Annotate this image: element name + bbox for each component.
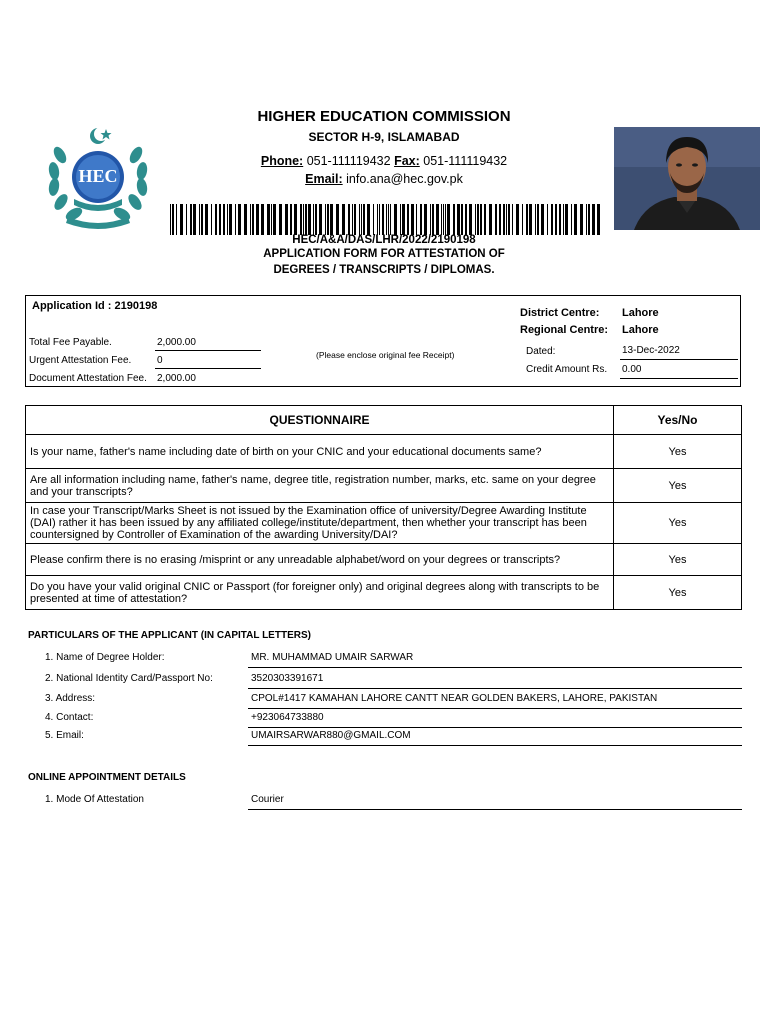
urgent-fee-label: Urgent Attestation Fee. <box>29 355 132 366</box>
barcode-bar <box>416 204 417 235</box>
divider <box>248 745 742 746</box>
applicant-photo <box>614 127 760 230</box>
barcode-bar <box>382 204 384 235</box>
barcode-bar <box>294 204 297 235</box>
table-row <box>26 544 742 576</box>
barcode-bar <box>597 204 600 235</box>
barcode-bar <box>379 204 380 235</box>
barcode-bar <box>402 204 405 235</box>
divider <box>248 708 742 709</box>
field-label: 1. Mode Of Attestation <box>45 794 144 805</box>
barcode-bar <box>499 204 501 235</box>
barcode-bar <box>348 204 350 235</box>
answer-value: Yes <box>614 503 742 544</box>
barcode-bar <box>441 204 442 235</box>
answer-value: Yes <box>614 544 742 576</box>
barcode-bar <box>535 204 536 235</box>
barcode-bar <box>215 204 217 235</box>
barcode-bar <box>244 204 247 235</box>
fax-value: 051-111119432 <box>423 154 508 168</box>
question-text: Please confirm there is no erasing /misprint or any unreadable alphabet/word on your degrees or transcripts? <box>26 544 614 576</box>
phone-label: Phone: <box>260 154 304 168</box>
barcode-bar <box>443 204 444 235</box>
barcode-bar <box>172 204 174 235</box>
barcode-bar <box>480 204 482 235</box>
divider <box>248 688 742 689</box>
barcode-bar <box>354 204 356 235</box>
barcode-bar <box>592 204 595 235</box>
fax-label: Fax: <box>394 154 420 168</box>
barcode-bar <box>537 204 539 235</box>
barcode-bar <box>325 204 326 235</box>
barcode-bar <box>359 204 360 235</box>
barcode-bar <box>235 204 236 235</box>
barcode-bar <box>315 204 317 235</box>
barcode-bar <box>506 204 507 235</box>
page-subtitle: SECTOR H-9, ISLAMABAD <box>308 130 460 144</box>
barcode-bar <box>563 204 564 235</box>
barcode-bar <box>407 204 409 235</box>
dated-label: Dated: <box>526 346 556 357</box>
barcode-bar <box>457 204 460 235</box>
document-fee-label: Document Attestation Fee. <box>29 373 147 384</box>
barcode-bar <box>201 204 203 235</box>
field-label: 3. Address: <box>45 693 96 704</box>
page-title: HIGHER EDUCATION COMMISSION <box>257 108 511 125</box>
divider <box>248 727 742 728</box>
dated-value: 13-Dec-2022 <box>620 345 738 360</box>
barcode-bar <box>285 204 288 235</box>
phone-value: 051-111119432 <box>306 154 391 168</box>
barcode-bar <box>256 204 259 235</box>
district-centre-label: District Centre: <box>520 307 600 319</box>
barcode-bar <box>547 204 548 235</box>
question-text: Do you have your valid original CNIC or Passport (for foreigner only) and original degrees along with transcripts to be presented at time of attestation? <box>26 576 614 610</box>
barcode-bar <box>495 204 497 235</box>
barcode-bar <box>580 204 583 235</box>
barcode <box>170 204 602 235</box>
field-value: +923064733880 <box>251 712 324 723</box>
field-label: 1. Name of Degree Holder: <box>45 652 165 663</box>
particulars-title: PARTICULARS OF THE APPLICANT (IN CAPITAL LETTERS) <box>28 630 311 641</box>
barcode-bar <box>193 204 196 235</box>
credit-amount-label: Credit Amount Rs. <box>526 364 608 375</box>
document-fee-value: 2,000.00 <box>157 373 196 384</box>
barcode-bar <box>508 204 510 235</box>
barcode-bar <box>388 204 389 235</box>
barcode-bar <box>503 204 505 235</box>
barcode-bar <box>586 204 587 235</box>
barcode-bar <box>390 204 391 235</box>
reference-number: HEC/A&A/DAS/LHR/2022/2190198 <box>292 234 476 246</box>
barcode-bar <box>186 204 187 235</box>
barcode-bar <box>555 204 557 235</box>
barcode-bar <box>199 204 200 235</box>
question-text: Are all information including name, father's name, degree title, registration number, marks, etc. same on your degree and your transcripts? <box>26 469 614 503</box>
credit-amount-value: 0.00 <box>620 364 738 379</box>
barcode-bar <box>512 204 513 235</box>
barcode-bar <box>400 204 401 235</box>
field-value: UMAIRSARWAR880@GMAIL.COM <box>251 730 411 741</box>
barcode-bar <box>551 204 553 235</box>
answer-value: Yes <box>614 435 742 469</box>
table-row <box>26 503 742 544</box>
total-fee-label: Total Fee Payable. <box>29 337 112 348</box>
barcode-bar <box>271 204 272 235</box>
answer-value: Yes <box>614 576 742 610</box>
barcode-bar <box>363 204 365 235</box>
barcode-bar <box>313 204 314 235</box>
barcode-bar <box>529 204 532 235</box>
hec-logo <box>46 125 150 233</box>
barcode-bar <box>261 204 264 235</box>
email-line <box>200 172 568 186</box>
barcode-bar <box>319 204 322 235</box>
barcode-bar <box>574 204 577 235</box>
barcode-bar <box>436 204 439 235</box>
barcode-bar <box>205 204 208 235</box>
barcode-bar <box>373 204 374 235</box>
barcode-bar <box>330 204 333 235</box>
barcode-bar <box>327 204 329 235</box>
barcode-bar <box>522 204 523 235</box>
field-value: CPOL#1417 KAMAHAN LAHORE CANTT NEAR GOLDEN BAKERS, LAHORE, PAKISTAN <box>251 693 658 704</box>
regional-centre-value: Lahore <box>622 324 659 336</box>
barcode-bar <box>180 204 183 235</box>
barcode-bar <box>279 204 282 235</box>
district-centre-value: Lahore <box>622 307 659 319</box>
urgent-fee-value: 0 <box>155 355 261 369</box>
barcode-bar <box>223 204 225 235</box>
field-value: MR. MUHAMMAD UMAIR SARWAR <box>251 652 414 663</box>
barcode-bar <box>432 204 434 235</box>
barcode-bar <box>541 204 544 235</box>
barcode-bar <box>469 204 472 235</box>
divider <box>248 667 742 668</box>
question-text: Is your name, father's name including date of birth on your CNIC and your educational documents same? <box>26 435 614 469</box>
receipt-note: (Please enclose original fee Receipt) <box>316 350 455 360</box>
barcode-bar <box>394 204 397 235</box>
barcode-bar <box>308 204 311 235</box>
divider <box>248 809 742 810</box>
barcode-bar <box>267 204 270 235</box>
barcode-bar <box>300 204 302 235</box>
barcode-bar <box>303 204 304 235</box>
barcode-bar <box>559 204 561 235</box>
barcode-bar <box>484 204 486 235</box>
regional-centre-label: Regional Centre: <box>520 324 609 336</box>
form-title-line-1: APPLICATION FORM FOR ATTESTATION OF <box>263 248 505 260</box>
application-id: Application Id : 2190198 <box>32 300 158 312</box>
form-title-line-2: DEGREES / TRANSCRIPTS / DIPLOMAS. <box>273 264 495 276</box>
questionnaire-header: QUESTIONNAIRE <box>26 406 614 435</box>
field-label: 2. National Identity Card/Passport No: <box>45 673 213 684</box>
barcode-bar <box>445 204 446 235</box>
barcode-bar <box>447 204 450 235</box>
barcode-bar <box>305 204 307 235</box>
barcode-bar <box>290 204 292 235</box>
answer-value: Yes <box>614 469 742 503</box>
barcode-bar <box>342 204 345 235</box>
table-row <box>26 576 742 610</box>
barcode-bar <box>516 204 519 235</box>
questionnaire-table <box>25 405 742 610</box>
barcode-bar <box>273 204 276 235</box>
barcode-bar <box>211 204 212 235</box>
logo-text: HEC <box>78 166 118 186</box>
barcode-bar <box>475 204 476 235</box>
barcode-bar <box>352 204 353 235</box>
barcode-bar <box>461 204 463 235</box>
barcode-bar <box>219 204 221 235</box>
barcode-bar <box>227 204 228 235</box>
barcode-bar <box>453 204 455 235</box>
barcode-bar <box>571 204 572 235</box>
barcode-bar <box>420 204 422 235</box>
barcode-bar <box>477 204 479 235</box>
barcode-bar <box>229 204 232 235</box>
answer-header: Yes/No <box>614 406 742 435</box>
table-row <box>26 469 742 503</box>
barcode-bar <box>170 204 171 235</box>
barcode-bar <box>250 204 251 235</box>
barcode-bar <box>565 204 568 235</box>
field-label: 4. Contact: <box>45 712 94 723</box>
total-fee-value: 2,000.00 <box>155 337 261 351</box>
barcode-bar <box>367 204 370 235</box>
barcode-bar <box>190 204 192 235</box>
barcode-bar <box>252 204 254 235</box>
barcode-bar <box>386 204 387 235</box>
barcode-bar <box>588 204 590 235</box>
barcode-bar <box>526 204 528 235</box>
email-value: info.ana@hec.gov.pk <box>346 172 463 186</box>
phone-line <box>200 154 568 168</box>
questionnaire-header-row <box>26 406 742 435</box>
barcode-bar <box>424 204 427 235</box>
barcode-bar <box>377 204 378 235</box>
question-text: In case your Transcript/Marks Sheet is not issued by the Examination office of university/Degree Awarding Institute (DAI) rather it has been issued by any affiliated college/institute/department, then whether your transcript has been countersigned by Controller of Examination of the awarding University/DAI? <box>26 503 614 544</box>
field-value: Courier <box>251 794 284 805</box>
barcode-bar <box>489 204 492 235</box>
barcode-bar <box>465 204 467 235</box>
barcode-bar <box>430 204 431 235</box>
barcode-bar <box>238 204 241 235</box>
barcode-bar <box>176 204 177 235</box>
barcode-bar <box>361 204 362 235</box>
appointment-title: ONLINE APPOINTMENT DETAILS <box>28 772 186 783</box>
barcode-bar <box>336 204 339 235</box>
email-label: Email: <box>305 172 343 186</box>
barcode-bar <box>411 204 414 235</box>
field-value: 3520303391671 <box>251 673 324 684</box>
table-row <box>26 435 742 469</box>
field-label: 5. Email: <box>45 730 84 741</box>
form-title <box>200 246 568 278</box>
